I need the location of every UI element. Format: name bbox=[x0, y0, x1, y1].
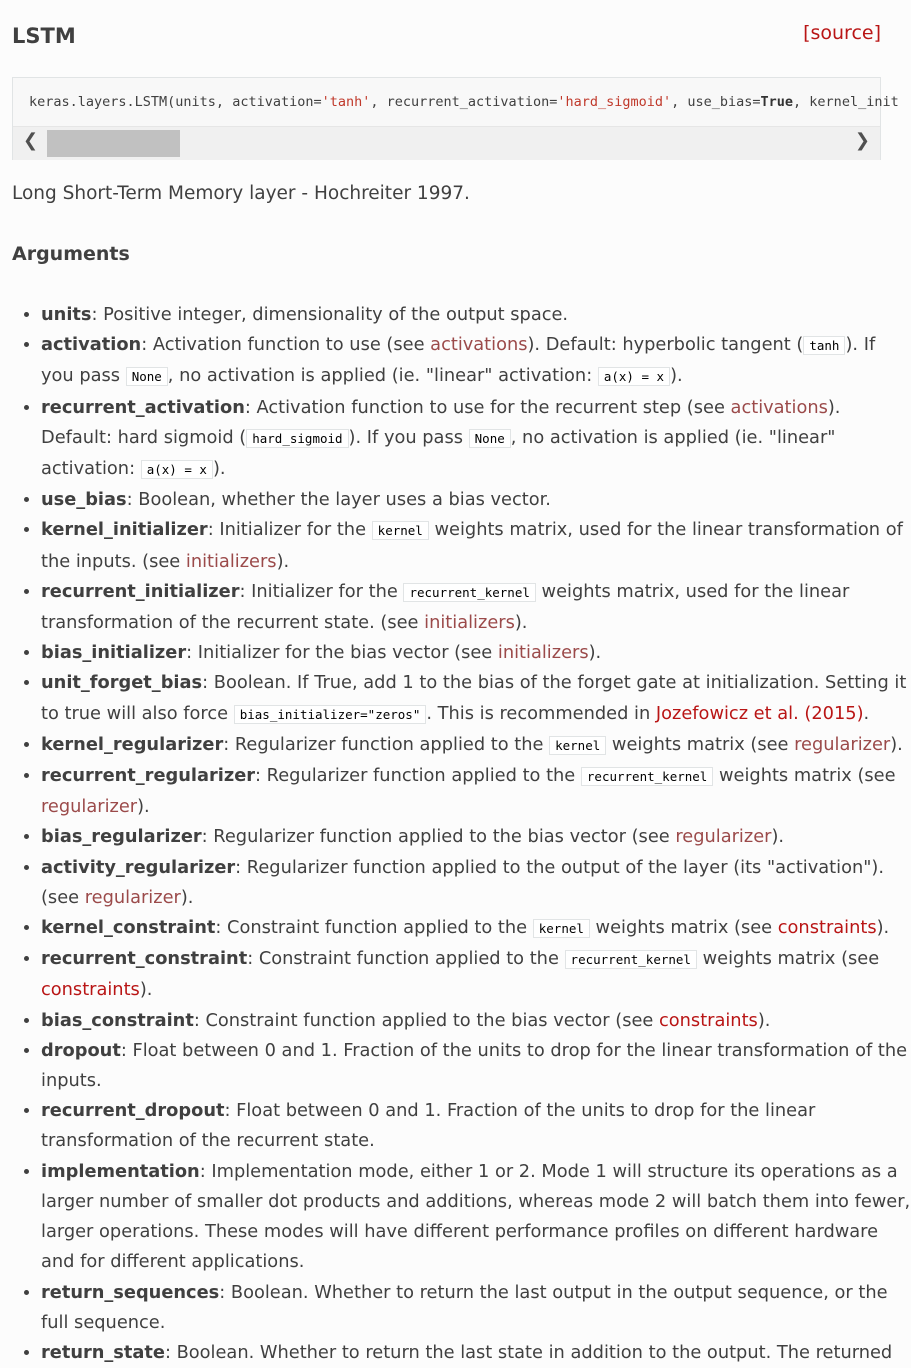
inline-code: hard_sigmoid bbox=[246, 429, 348, 448]
arg-text: : Initializer for the bias vector (see bbox=[186, 642, 498, 664]
arg-text: : Positive integer, dimensionality of the output space. bbox=[91, 304, 569, 325]
inline-code: a(x) = x bbox=[598, 367, 670, 386]
inline-code: recurrent_kernel bbox=[565, 950, 697, 969]
arg-text: : Constraint function applied to the bbox=[247, 948, 565, 970]
arg-name: unit_forget_bias bbox=[41, 672, 203, 694]
arg-text: ). If you pass bbox=[41, 334, 876, 387]
arg-name: bias_regularizer bbox=[41, 826, 202, 848]
arg-text: ). Default: hyperbolic tangent ( bbox=[527, 334, 804, 356]
arg-kernel-constraint bbox=[41, 913, 911, 944]
arg-name: kernel_initializer bbox=[41, 519, 208, 541]
arg-bias-regularizer bbox=[41, 822, 911, 852]
arg-text: : Regularizer function applied to the output of the layer (its "activation"). (see bbox=[41, 856, 884, 908]
arg-text: weights matrix (see bbox=[589, 917, 778, 939]
regularizer-link[interactable]: regularizer bbox=[84, 886, 181, 908]
arg-text: : Initializer for the bbox=[239, 580, 404, 602]
signature-code-block bbox=[12, 77, 899, 160]
arg-name: kernel_regularizer bbox=[41, 733, 224, 755]
arg-text: : Regularizer function applied to the bias vector (see bbox=[201, 826, 676, 848]
arg-recurrent-regularizer bbox=[41, 761, 911, 822]
constraints-link[interactable]: constraints bbox=[659, 1009, 758, 1031]
sig-mid2: , use_bias= bbox=[671, 94, 761, 110]
arg-units bbox=[41, 300, 911, 330]
arg-text: , no activation is applied (ie. "linear" activation: bbox=[167, 365, 598, 387]
arg-recurrent-constraint bbox=[41, 944, 911, 1005]
arg-text: ). bbox=[771, 826, 785, 848]
arg-text: ). bbox=[139, 979, 153, 1001]
initializers-link[interactable]: initializers bbox=[185, 550, 277, 572]
sig-mid1: , recurrent_activation= bbox=[370, 94, 558, 110]
inline-code: kernel bbox=[372, 521, 429, 540]
source-link[interactable]: [source] bbox=[803, 22, 881, 44]
arg-bias-initializer bbox=[41, 638, 911, 668]
arg-text: ). If you pass bbox=[348, 426, 469, 448]
sig-recurrent-activation-value: 'hard_sigmoid' bbox=[557, 94, 672, 110]
arg-text: : Boolean. Whether to return the last state in addition to the output. The returned bbox=[164, 1341, 893, 1363]
arg-bias-constraint bbox=[41, 1006, 911, 1036]
inline-code: None bbox=[126, 367, 168, 386]
arg-name: recurrent_activation bbox=[41, 396, 245, 418]
inline-code: tanh bbox=[803, 336, 845, 355]
arg-recurrent-dropout bbox=[41, 1096, 911, 1156]
initializers-link[interactable]: initializers bbox=[497, 642, 589, 664]
inline-code: recurrent_kernel bbox=[581, 767, 713, 786]
arg-return-state bbox=[41, 1338, 911, 1368]
arguments-heading: Arguments bbox=[12, 243, 130, 265]
arg-text: : Activation function to use for the recurrent step (see bbox=[244, 396, 731, 418]
arg-text: : Constraint function applied to the bias vector (see bbox=[193, 1009, 659, 1031]
arg-text: : Activation function to use (see bbox=[141, 334, 431, 356]
arg-unit-forget-bias bbox=[41, 668, 911, 729]
arg-text: : Boolean. Whether to return the last output in the output sequence, or the full sequence. bbox=[41, 1281, 888, 1333]
initializers-link[interactable]: initializers bbox=[424, 612, 515, 634]
sig-activation-value: 'tanh' bbox=[321, 94, 371, 110]
arg-text: weights matrix, used for the linear transformation of the inputs. (see bbox=[41, 519, 903, 572]
arg-recurrent-activation bbox=[41, 393, 911, 486]
arg-text: ). bbox=[212, 458, 226, 480]
chevron-right-icon[interactable]: ❯ bbox=[854, 130, 870, 151]
arg-text: : Boolean, whether the layer uses a bias vector. bbox=[126, 489, 551, 511]
arg-text: : Constraint function applied to the bbox=[215, 917, 533, 939]
arg-kernel-initializer bbox=[41, 515, 911, 576]
arg-name: bias_initializer bbox=[41, 642, 187, 664]
inline-code: kernel bbox=[533, 919, 590, 938]
inline-code: kernel bbox=[549, 736, 606, 755]
inline-code: bias_initializer="zeros" bbox=[234, 705, 427, 724]
arg-name: return_state bbox=[41, 1341, 165, 1363]
arg-name: kernel_constraint bbox=[41, 917, 216, 939]
arg-text: : Regularizer function applied to the bbox=[223, 733, 550, 755]
arg-text: : Float between 0 and 1. Fraction of the units to drop for the linear transformation of the inputs. bbox=[41, 1039, 908, 1092]
jozefowicz-paper-link[interactable]: Jozefowicz et al. (2015) bbox=[655, 702, 864, 724]
chevron-left-icon[interactable]: ❮ bbox=[23, 130, 39, 151]
arg-text: weights matrix (see bbox=[713, 765, 896, 787]
inline-code: None bbox=[469, 429, 511, 448]
scrollbar-thumb[interactable] bbox=[47, 130, 180, 157]
arg-activation bbox=[41, 330, 911, 392]
arg-implementation bbox=[41, 1157, 911, 1278]
regularizer-link[interactable]: regularizer bbox=[675, 826, 772, 848]
arg-text: ). bbox=[514, 612, 528, 634]
arg-text: . This is recommended in bbox=[426, 702, 656, 724]
constraints-link[interactable]: constraints bbox=[777, 917, 877, 939]
arg-activity-regularizer bbox=[41, 853, 911, 913]
regularizer-link[interactable]: regularizer bbox=[41, 796, 138, 818]
horizontal-scrollbar[interactable] bbox=[13, 126, 880, 160]
arg-text: ). bbox=[588, 642, 602, 664]
arg-name: activity_regularizer bbox=[41, 856, 236, 878]
arguments-list bbox=[12, 300, 911, 1368]
arg-text: ). bbox=[757, 1009, 771, 1031]
activations-link[interactable]: activations bbox=[730, 396, 828, 418]
arg-text: weights matrix, used for the linear transformation of the recurrent state. (see bbox=[41, 580, 850, 634]
layer-description: Long Short-Term Memory layer - Hochreiter 1997. bbox=[12, 183, 470, 204]
arg-text: ). bbox=[876, 917, 890, 939]
arg-name: bias_constraint bbox=[41, 1009, 194, 1031]
arg-text: ). bbox=[137, 796, 150, 818]
arg-text: . bbox=[863, 702, 870, 724]
sig-prefix: keras.layers.LSTM(units, activation= bbox=[29, 94, 322, 110]
arg-name: activation bbox=[41, 334, 142, 356]
arg-name: recurrent_constraint bbox=[41, 948, 248, 970]
arg-return-sequences bbox=[41, 1278, 911, 1338]
arg-text: : Initializer for the bbox=[207, 519, 372, 541]
arg-text: , no activation is applied (ie. "linear" activation: bbox=[41, 426, 836, 480]
arg-text: ). Default: hard sigmoid ( bbox=[41, 396, 841, 448]
sig-suffix: , kernel_init bbox=[793, 94, 899, 110]
arg-dropout bbox=[41, 1036, 911, 1096]
arg-text: weights matrix (see bbox=[606, 733, 795, 755]
arg-use-bias bbox=[41, 485, 911, 515]
arg-kernel-regularizer bbox=[41, 730, 911, 761]
sig-use-bias-value: True bbox=[760, 94, 794, 110]
regularizer-link[interactable]: regularizer bbox=[794, 733, 891, 755]
inline-code: recurrent_kernel bbox=[403, 583, 535, 602]
arg-text: : Implementation mode, either 1 or 2. Mode 1 will structure its operations as a larger number of smaller dot products and additions, whereas mode 2 will batch them into fewer, larger operations. These modes will have different performance profiles on different hardware and for different applications. bbox=[41, 1160, 911, 1273]
arg-name: recurrent_initializer bbox=[41, 580, 240, 602]
arg-text: weights matrix (see bbox=[696, 948, 880, 970]
arg-text: : Regularizer function applied to the bbox=[255, 765, 581, 787]
arg-name: recurrent_regularizer bbox=[41, 765, 256, 787]
inline-code: a(x) = x bbox=[141, 460, 213, 479]
constraints-link[interactable]: constraints bbox=[41, 979, 140, 1001]
arg-recurrent-initializer bbox=[41, 577, 911, 638]
arg-text: ). bbox=[670, 365, 683, 387]
arg-name: recurrent_dropout bbox=[41, 1100, 225, 1122]
arg-text: ). bbox=[890, 733, 903, 755]
arg-text: : Boolean. If True, add 1 to the bias of the forget gate at initialization. Setting it to true will also force bbox=[41, 672, 907, 724]
arg-name: return_sequences bbox=[41, 1281, 220, 1303]
arg-text: : Float between 0 and 1. Fraction of the units to drop for the linear transformation of the recurrent state. bbox=[41, 1100, 816, 1152]
arg-name: dropout bbox=[41, 1039, 121, 1061]
arg-text: ). bbox=[180, 886, 194, 908]
page-title: LSTM bbox=[12, 24, 76, 48]
arg-name: use_bias bbox=[41, 489, 127, 511]
activations-link[interactable]: activations bbox=[430, 334, 528, 356]
arg-name: implementation bbox=[41, 1160, 200, 1182]
arg-name: units bbox=[41, 304, 92, 325]
arg-text: ). bbox=[276, 550, 290, 572]
signature-code bbox=[29, 94, 899, 110]
